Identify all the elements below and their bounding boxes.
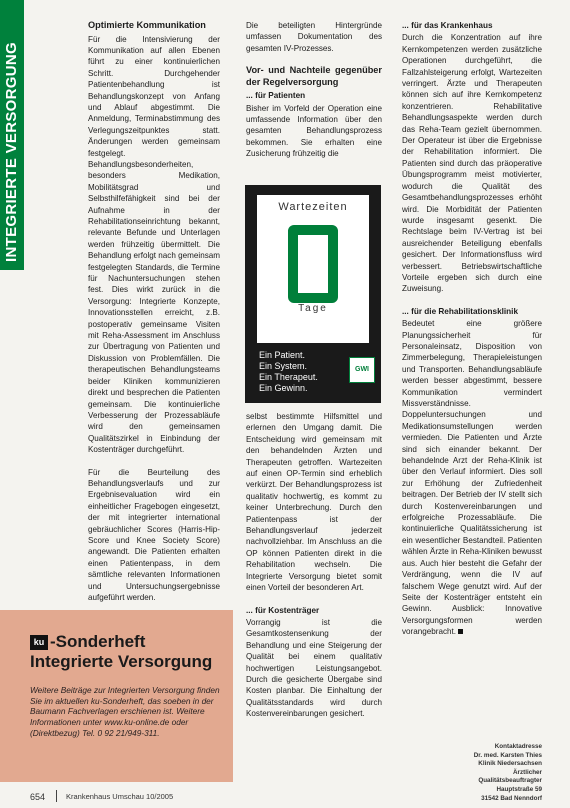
contact-name: Dr. med. Karsten Thies xyxy=(473,751,542,759)
ku-logo: ku xyxy=(30,635,48,650)
ad-zero-graphic xyxy=(288,225,338,303)
heading-communication: Optimierte Kommunikation xyxy=(88,20,206,30)
ad-unit: Tage xyxy=(298,303,328,314)
contact-institution: Klinik Niedersachsen xyxy=(478,760,542,768)
footer-divider xyxy=(56,790,57,802)
column-1 xyxy=(88,20,220,602)
ad-line: Ein Patient. xyxy=(259,350,306,360)
paragraph: Durch die Konzentration auf ihre Kernkompetenzen werden zusätzliche Operationen durchgeführt, die Fallzahlsteigerung erfolgt, Wartezeiten verringert. Ärzte und Therapeuten können sich auf ihre Kernkompetenz konzentrieren. Rehabilitative Behandlungsaspekte werden durch das Reha-Team gezielt übernommen. Der Operateur ist über die Ergebnisse der Rehabilitation informiert. Die Patienten sind durch das präoperative Übungsprogramm meist motivierter, wodurch die Qualität des Gesamtbehandlungsprozesses erhöht wird. Die Morbidität der Patienten wurde insgesamt gesenkt. Die Rechtslage beim IV-Vertrag ist bei ausreichender Beteiligung ebenfalls gesichert. Der Informationsfluss wird verbessert. Betriebswirtschaftliche Vorteile ergeben sich durch eine Zuweisung. xyxy=(402,33,542,294)
paragraph: Für die Intensivierung der Kommunikation auf allen Ebenen führt zu einer kontinuierlichen Schritt. Durchgehender Patientenbehandlung ist Behandlungskonzept von Anfang und Ablauf abgestimmt. Die Anmeldung, Terminabstimmung des Verlegungszeitpunktes statt. Änderungen werden gemeinsam festgelegt. Behandlungsbesonderheiten, besonders Medikation, Mobilitätsgrad und Selbsthilfefähigkeit sind bei der Aufnahme in der Rehabilitationseinrichtung bekannt, relevante Befunde und Unterlagen werden frühzeitig übermittelt. Die Behandlung erfolgt nach gemeinsam festgelegten Standards, die Termine für Nachuntersuchungen stehen fest. Dies wirkt zurück in die Versorgung: Integrierte Konzepte, Innovationsstellen erreicht, z.B. postoperativ gemeinsame Visiten mit Reha-Assessment im Anschluss zur Übertragung von Patienten und Diskussion von Problemfällen. Die therapeutischen Behandlungsteams beider Kliniken kommunizieren direkt und besprechen die Patienten gemeinsam. Die kontinuierliche Verbesserung der Prozessabläufe wird den gemeinsamen Qualitätszirkel in Einbindung der Kostenträger durchgeführt. xyxy=(88,34,220,455)
heading-pros-cons: Vor- und Nachteile gegenüber der Regelversorgung xyxy=(246,65,382,87)
box-text: Weitere Beiträge zur Integrierten Versorgung finden Sie im aktuellen ku-Sonderheft, das soeben in der Baumann Fachverlagen erschienen ist. Weitere Informationen unter www.ku-online.de oder (Direktbezug) Tel. 0 92 21/949-311. xyxy=(30,685,220,738)
ad-panel xyxy=(257,195,369,343)
page-footer xyxy=(0,785,570,808)
paragraph xyxy=(402,318,542,637)
subheading-patients: ... für Patienten xyxy=(246,91,306,101)
ad-logo: GWI xyxy=(349,357,375,383)
column-2-bottom xyxy=(246,411,382,781)
journal-name: Krankenhaus Umschau 10/2005 xyxy=(66,792,174,801)
special-issue-box xyxy=(0,610,233,782)
ad-line: Ein System. xyxy=(259,361,308,371)
ad-line: Ein Gewinn. xyxy=(259,383,308,393)
end-mark xyxy=(458,629,463,634)
subheading-payers: ... für Kostenträger xyxy=(246,605,320,615)
rehab-text: Bedeutet eine größere Planungssicherheit für Personaleinsatz, Disposition von Zimmerbelegung, Therapieleistungen und Transporten. Behandlungsabläufe werden besser abgestimmt, bessere Kommunikation vermindert Missverständnisse. Doppeluntersuchungen und Medikationsumstellungen werden vermieden. Die Patienten und Ärzte sind sich einander bekannt. Der behandelnde Arzt der Reha-Klinik ist über den Verlauf informiert. Dies soll zur Erhöhung der Zufriedenheit beitragen. Der Betrieb der IV stellt sich durch Kostenvereinbarungen und erfolgreiche Prozessabläufe. Die kontinuierliche Qualitätssicherung ist ein wesentlicher Bestandteil. Patienten wählen Ärzte in Reha-Kliniken bewusst aus. Auch hier besteht die Gefahr der Verdrängung, wenn die IV auf falschem Wege genutzt wird. Auf der Seite der Kostenträger entsteht ein Gewinn. Ausblick: Innovative Versorgungsformen werden vorangebracht. xyxy=(402,319,542,637)
contact-city: 31542 Bad Nenndorf xyxy=(481,794,542,802)
contact-street: Hauptstraße 59 xyxy=(496,785,542,793)
advertisement xyxy=(245,185,381,403)
contact-label: Kontaktadresse xyxy=(494,743,542,750)
contact-department: Ärztlicher Qualitätsbeauftragter xyxy=(478,768,542,785)
box-title-line2: Integrierte Versorgung xyxy=(30,652,213,671)
subheading-hospital: ... für das Krankenhaus xyxy=(402,21,493,30)
section-label: INTEGRIERTE VERSORGUNG xyxy=(3,42,20,262)
ad-slogan xyxy=(259,350,318,394)
column-3 xyxy=(402,20,542,740)
paragraph: selbst bestimmte Hilfsmittel und erlernen den Umgang damit. Die Entscheidung wird gemeinsam mit den behandelnden Ärzten und Therapeuten getroffen. Wartezeiten auf einen OP-Termin sind erheblich verkürzt. Der Behandlungsprozess ist qualitativ hochwertig, es kommt zu keiner Unterbrechung. Durch den Patientenpass ist der Behandlungsverlauf jederzeit nachvollziehbar. Im Anschluss an die OP können Patienten direkt in die Rehabilitation wechseln. Die Integrierte Versorgung bietet somit einen Vorteil der besonderen Art. xyxy=(246,412,382,593)
page-number: 654 xyxy=(30,792,46,802)
box-title xyxy=(30,632,212,672)
paragraph: Die beteiligten Hintergründe umfassen Dokumentation des gesamten IV-Prozesses. xyxy=(246,21,382,53)
ad-line: Ein Therapeut. xyxy=(259,372,318,382)
ad-title: Wartezeiten xyxy=(278,201,348,213)
column-2-top xyxy=(246,20,382,168)
box-title-line1: -Sonderheft xyxy=(50,632,146,651)
paragraph: Für die Beurteilung des Behandlungsverlaufs und zur Ergebnisevaluation wird ein einheitlicher Fragebogen eingesetzt, der mit integrierter international gebräuchlicher Scores (Harris-Hip-Score und Knee Society Score) angewandt. Die Patienten erhalten einen Patientenpass, in dem sämtliche relevanten Informationen und Untersuchungsergebnisse aufgeführt werden. xyxy=(88,467,220,602)
subheading-rehab: ... für die Rehabilitationsklinik xyxy=(402,306,519,316)
section-label-strip xyxy=(0,0,24,270)
paragraph: Bisher im Vorfeld der Operation eine umfassende Information über den gesamten Behandlungsprozess bekommen. Sie erhalten eine Zusicherung frühzeitig die xyxy=(246,103,382,159)
paragraph: Vorrangig ist die Gesamtkostensenkung der Behandlung und eine Steigerung der Qualität bei einem qualitativ hochwertigen Leistungsangebot. Durch die gesicherte Übergabe sind Kosten planbar. Die Einhaltung der Qualitätsstandards wird durch Kostenvereinbarungen gesichert. xyxy=(246,617,382,719)
